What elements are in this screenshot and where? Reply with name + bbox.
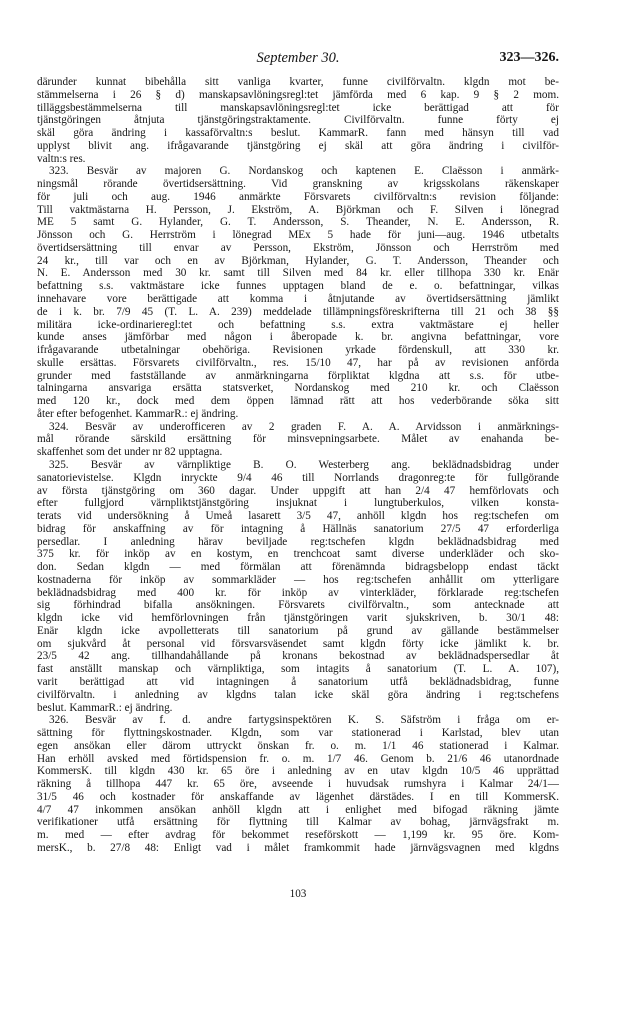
text-line: egen ansökan eller därom uttryckt önskan fr. o. m. 1/1 46 stationerad i Kalmar. — [37, 739, 559, 752]
text-line: 23/5 42 ang. tillhandahållande på kronans bekostnad av beklädnadspersedlar åt — [37, 650, 559, 663]
text-line: om sjukvård åt personal vid försvarsväsendet samt klgdn förty icke jämlikt k. br. — [37, 637, 559, 650]
text-line: tilläggsbestämmelserna till manskapsavlöningsregl:tet icke berättigad att för — [37, 101, 559, 114]
text-line: skulle ersättas. Försvarets civilförvaltn., res. 15/10 47, har på av revisionen anförda — [37, 356, 559, 369]
text-line: klgdn icke vid hemförlovningen från tjänstgöringen varit sjukskriven, b. 30/1 48: — [37, 612, 559, 625]
text-line: bidrag för anskaffning av för intagning å Hällnäs sanatorium 27/5 47 erforderliga — [37, 522, 559, 535]
text-line: 323. Besvär av majoren G. Nordanskog och kaptenen E. Claësson i anmärk- — [49, 165, 559, 178]
body-text — [37, 76, 559, 855]
text-line: av första tjänstgöring om 360 dagar. Under uppgift att han 2/4 47 hemförlovats och — [37, 484, 559, 497]
text-line: övertidsersättning till envar av Persson, Ekström, Jönsson och Herrström med — [37, 241, 559, 254]
text-line: N. E. Andersson med 30 kr. samt till Silven med 84 kr. eller tillhopa 330 kr. Enär — [37, 267, 559, 280]
text-line: stämmelserna i 26 § d) manskapsavlöningsregl:tet jämförda med 6 kap. 9 § 2 mom. — [37, 88, 559, 101]
header-case-numbers: 323—326. — [499, 50, 559, 65]
text-line: mersK., b. 27/8 48: Enligt vad i målet framkommit hade järnvägsvagnen med klgdns — [37, 841, 559, 854]
text-line: åter efter befogenhet. KammarR.: ej ändring. — [37, 407, 239, 420]
text-line: varit berättigad att vid intagningen å sanatorium utfå beklädnadsbidrag, funne — [37, 675, 559, 688]
text-line: beklädnadsbidrag med 400 kr. för inköp av vinterkläder, förklarade reg:tschefen — [37, 586, 559, 599]
text-line: 24 kr., till var och en av Björkman, Hylander, G. T. Andersson, Theander och — [37, 254, 559, 267]
text-line: grunder med fastställande av anmärkningarna förpliktat klgdna att s.s. för utbe- — [37, 369, 559, 382]
text-line: KommersK. till klgdn 430 kr. 65 öre i anledning av en utav klgdn 10/5 46 upprättad — [37, 765, 559, 778]
text-line: verifikationer utfå ersättning för flyttning till Kalmar av bohag, järnvägsfrakt m. — [37, 816, 559, 829]
text-line: beslut. KammarR.: ej ändring. — [37, 701, 173, 714]
text-line: sanatorievistelse. Klgdn inryckte 9/4 46 till Norrlands dragonreg:te för fullgörande — [37, 471, 559, 484]
text-line: 326. Besvär av f. d. andre fartygsinspektören K. S. Säfström i fråga om er- — [49, 714, 559, 727]
text-line: m. med — efter avdrag för bekommet reseförskott — 1,199 kr. 95 öre. Kom- — [37, 829, 559, 842]
text-line: terats vid undersökning å Umeå lasarett 3/5 47, anhöll klgdn hos reg:tschefen om — [37, 510, 559, 523]
text-line: kostnaderna för inköp av sommarkläder — hos reg:tschefen anhållit om ytterligare — [37, 573, 559, 586]
text-line: mål rörande särskild ersättning för minsvepningsarbete. Målet av enahanda be- — [37, 433, 559, 446]
text-line: de i k. br. 7/9 45 (T. L. A. 239) meddelade tillämpningsföreskrifterna till 21 och 38 §§ — [37, 305, 559, 318]
text-line: sig förhindrad bifalla ansökningen. Försvarets civilförvaltn., som antecknade att — [37, 599, 559, 612]
text-line: skäl göra ändring i kassaförvaltn:s beslut. KammarR. fann med hänsyn till vad — [37, 127, 559, 140]
text-line: upplyst blivit ang. ifrågavarande tjänstgöring ej skäl att göra ändring i civilför- — [37, 139, 559, 152]
text-line: fast anställt manskap och värnpliktiga, som intagits å sanatorium (T. L. A. 107), — [37, 663, 559, 676]
text-line: efter fullgjord värnpliktstjänstgöring insjuknat i lungtuberkulos, vilken konsta- — [37, 497, 559, 510]
text-line: skaffenhet som det under nr 82 upptagna. — [37, 446, 223, 459]
text-line: tjänstgöringen åtnjuta tjänstgöringstraktamente. Civilförvaltn. funne förty ej — [37, 114, 559, 127]
text-line: 375 kr. för inköp av en kostym, en trenchcoat samt diverse underkläder och sko- — [37, 548, 559, 561]
text-line: Han erhöll avsked med förtidspension fr. o. m. 1/7 46. Genom b. 21/6 46 utanordnade — [37, 752, 559, 765]
text-line: innehavare vore berättigade att komma i åtnjutande av övertidsersättning jämlikt — [37, 293, 559, 306]
running-header — [37, 50, 559, 68]
text-line: med 120 kr., dock med dem öppen lämnad rätt att hos vederbörande söka sitt — [37, 395, 559, 408]
text-line: 325. Besvär av värnpliktige B. O. Westerberg ang. beklädnadsbidrag under — [49, 458, 559, 471]
text-line: militära icke-ordinarieregl:tet och befattning s.s. extra vaktmästare ej heller — [37, 318, 559, 331]
text-line: kunde anses jämförbar med någon i åberopade k. br. angivna befattningar, vore — [37, 331, 559, 344]
text-line: persedlar. I anledning härav beviljade reg:tschefen klgdn beklädnadsbidrag med — [37, 535, 559, 548]
text-line: för juli och aug. 1946 anmärkte Försvarets civilförvaltn:s revision följande: — [37, 190, 559, 203]
text-line: sättning för flyttningskostnader. Klgdn, som var stationerad i Karlstad, blev utan — [37, 727, 559, 740]
text-line: Enär klgdn icke avpolletterats till sanatorium på grund av gällande bestämmelser — [37, 624, 559, 637]
text-line: ME 5 samt G. Hylander, G. T. Andersson, S. Theander, N. E. Andersson, R. — [37, 216, 559, 229]
text-line: Till vaktmästarna H. Persson, J. Ekström, A. Björkman och F. Silven i lönegrad — [37, 203, 559, 216]
text-line: räkning å tillhopa 447 kr. 65 öre, avseende i huvudsak rumshyra i Kalmar 24/1— — [37, 778, 559, 791]
text-line: don. Sedan klgdn — med förmälan att förenämnda bidragsbelopp endast täckt — [37, 561, 559, 574]
text-line: valtn:s res. — [37, 152, 86, 165]
page-number: 103 — [289, 888, 307, 900]
text-line: ningsmål rörande övertidsersättning. Vid granskning av krigsskolans räkenskaper — [37, 178, 559, 191]
text-line: 324. Besvär av underofficeren av 2 graden F. A. A. Arvidsson i anmärknings- — [49, 420, 559, 433]
text-line: befattning s.s. vaktmästare icke funnes upptagen bland de e. o. befattningar, vilkas — [37, 280, 559, 293]
text-line: därunder kunnat bibehålla sitt vanliga kvarter, funne civilförvaltn. klgdn mot be- — [37, 76, 559, 88]
text-line: civilförvaltn. i anledning av klgdns talan icke skäl göra ändring i reg:tschefens — [37, 688, 559, 701]
header-date: September 30. — [256, 50, 340, 66]
text-line: 31/5 46 och kostnader för anskaffande av lägenhet därstädes. I en till KommersK. — [37, 790, 559, 803]
text-line: 4/7 47 inkommen ansökan anhöll klgdn att i enlighet med bifogad räkning jämte — [37, 803, 559, 816]
text-line: talningarna ansvariga ersätta statsverket, Nordanskog med 210 kr. och Claësson — [37, 382, 559, 395]
text-line: Jönsson och G. Herrström i lönegrad MEx 5 hade för juni—aug. 1946 utbetalts — [37, 229, 559, 242]
text-line: ifrågavarande utbetalningar obehöriga. Revisionen yrkade fördenskull, att 330 kr. — [37, 344, 559, 357]
